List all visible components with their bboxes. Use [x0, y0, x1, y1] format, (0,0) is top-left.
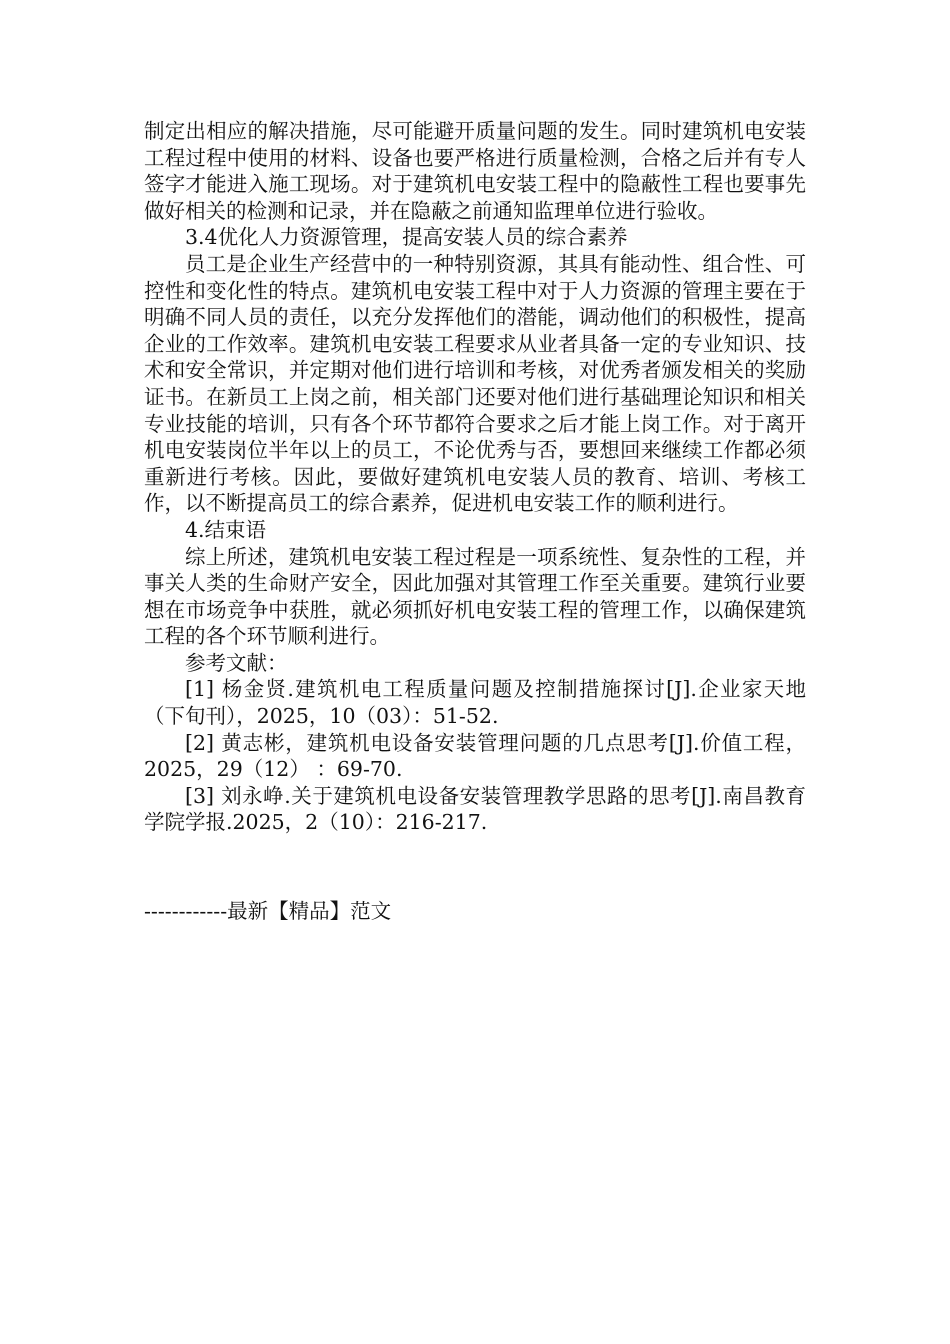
- reference-item-2: [2] 黄志彬，建筑机电设备安装管理问题的几点思考[J].价值工程，2025，29（12） ：69-70.: [144, 730, 806, 782]
- reference-item-1: [1] 杨金贤.建筑机电工程质量问题及控制措施探讨[J].企业家天地（下旬刊），2025，10（03）：51-52.: [144, 677, 806, 729]
- document-body: [144, 118, 806, 836]
- references-heading: 参考文献：: [185, 650, 288, 675]
- page-footer: ------------最新【精品】范文: [144, 899, 392, 923]
- paragraph-quality-control: 制定出相应的解决措施，尽可能避开质量问题的发生。同时建筑机电安装工程过程中使用的材料、设备也要严格进行质量检测，合格之后并有专人签字才能进入施工现场。对于建筑机电安装工程中的隐蔽性工程也要事先做好相关的检测和记录，并在隐蔽之前通知监理单位进行验收。: [144, 119, 806, 223]
- section-heading-3-4: 3.4优化人力资源管理，提高安装人员的综合素养: [185, 225, 628, 250]
- reference-item-3: [3] 刘永峥.关于建筑机电设备安装管理教学思路的思考[J].南昌教育学院学报.2025，2（10）：216-217.: [144, 783, 806, 835]
- paragraph-conclusion: 综上所述，建筑机电安装工程过程是一项系统性、复杂性的工程，并事关人类的生命财产安全，因此加强对其管理工作至关重要。建筑行业要想在市场竞争中获胜，就必须抓好机电安装工程的管理工作，以确保建筑工程的各个环节顺利进行。: [144, 544, 806, 649]
- paragraph-hr-management: 员工是企业生产经营中的一种特别资源，其具有能动性、组合性、可控性和变化性的特点。建筑机电安装工程中对于人力资源的管理主要在于明确不同人员的责任，以充分发挥他们的潜能，调动他们的积极性，提高企业的工作效率。建筑机电安装工程要求从业者具备一定的专业知识、技术和安全常识，并定期对他们进行培训和考核，对优秀者颁发相关的奖励证书。在新员工上岗之前，相关部门还要对他们进行基础理论知识和相关专业技能的培训，只有各个环节都符合要求之后才能上岗工作。对于离开机电安装岗位半年以上的员工，不论优秀与否，要想回来继续工作都必须重新进行考核。因此，要做好建筑机电安装人员的教育、培训、考核工作，以不断提高员工的综合素养，促进机电安装工作的顺利进行。: [144, 251, 806, 516]
- section-heading-conclusion: 4.结束语: [185, 517, 267, 542]
